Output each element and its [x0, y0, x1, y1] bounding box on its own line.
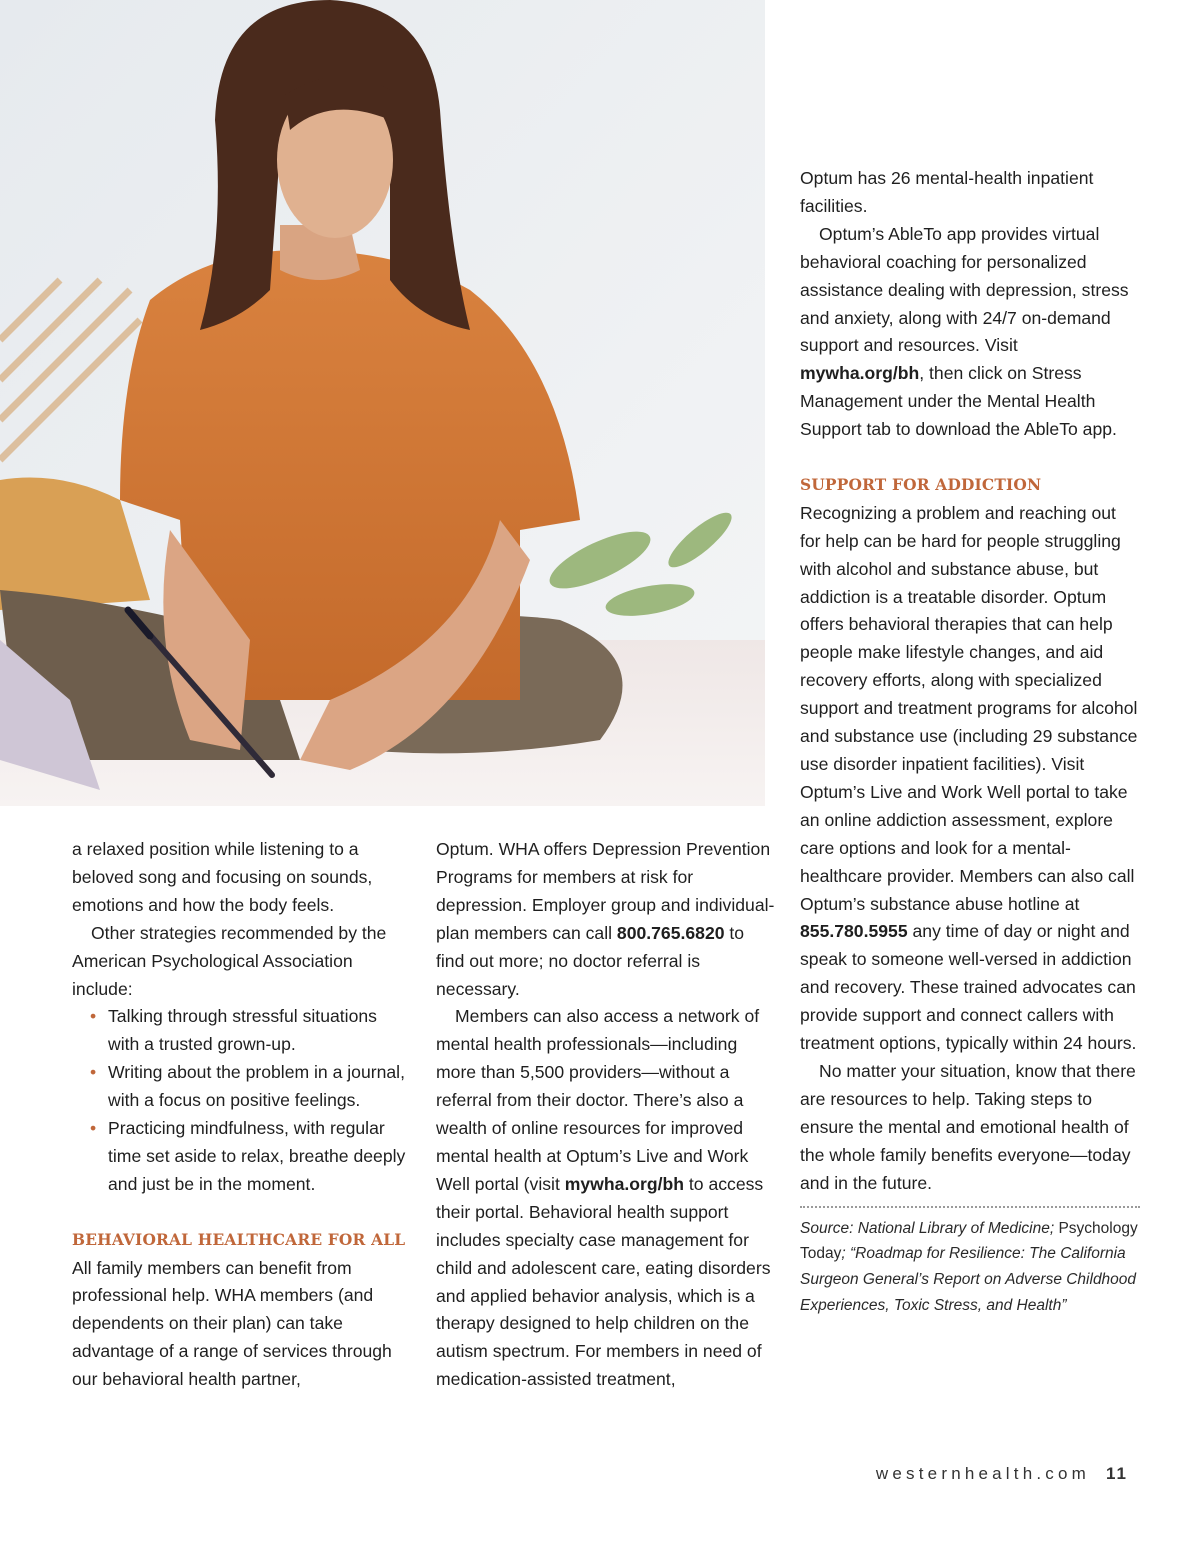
list-item: • Talking through stressful situations with a trusted grown-up. — [72, 1003, 412, 1059]
col3-paragraph-2: Optum’s AbleTo app provides virtual behavioral coaching for personalized assistance dealing with depression, stress and anxiety, along with 24/7 on-demand support and resources. Visit mywha.org/bh, then click on Stress Management under the Mental Health Support tab to download the AbleTo app. — [800, 223, 1129, 440]
strategies-list — [72, 1003, 412, 1198]
phone-number-depression: 800.765.6820 — [616, 922, 725, 943]
mywha-link[interactable]: mywha.org/bh — [800, 363, 920, 384]
column-3 — [800, 165, 1140, 1319]
woman-writing-in-journal-photo — [0, 0, 765, 806]
col3-paragraph-1: Optum has 26 mental-health inpatient facilities. — [800, 168, 1094, 216]
page-footer — [876, 1464, 1128, 1484]
column-2 — [436, 836, 776, 1394]
col2-paragraph-2: Members can also access a network of mental health professionals—including more than 5,500 providers—without a referral from their doctor. There’s also a wealth of online resources for improved mental health at Optum’s Live and Work Well portal (visit mywha.org/bh to access their portal. Behavioral health support includes specialty case management for child and adolescent care, eating disorders and applied behavior analysis, which is a therapy designed to help children on the autism spectrum. For members in need of medication-assisted treatment, — [436, 1006, 771, 1390]
page-number: 11 — [1106, 1464, 1128, 1483]
col1-paragraph-3: All family members can benefit from professional help. WHA members (and dependents on their plan) can take advantage of a range of services through our behavioral health partner, — [72, 1257, 392, 1390]
divider — [800, 1206, 1140, 1208]
col1-paragraph-2: Other strategies recommended by the American Psychological Association include: — [72, 922, 387, 999]
heading-support-for-addiction: SUPPORT FOR ADDICTION — [800, 475, 1042, 494]
column-1 — [72, 836, 412, 1394]
phone-number-hotline: 855.780.5955 — [800, 921, 908, 942]
bullet-icon: • — [90, 1062, 97, 1083]
col2-paragraph-1: Optum. WHA offers Depression Prevention Programs for members at risk for depression. Employer group and individual-plan members can call 800.765.6820 to find out more; no doctor referral is necessary. — [436, 839, 775, 999]
col3-paragraph-4: No matter your situation, know that there are resources to help. Taking steps to ensure the mental and emotional health of the whole family benefits everyone—today and in the future. — [800, 1060, 1136, 1193]
col1-paragraph-1: a relaxed position while listening to a beloved song and focusing on sounds, emotions and how the body feels. — [72, 839, 373, 915]
bullet-icon: • — [90, 1006, 97, 1027]
heading-behavioral-healthcare: BEHAVIORAL HEALTHCARE FOR ALL — [72, 1230, 406, 1249]
list-item: • Writing about the problem in a journal, with a focus on positive feelings. — [72, 1059, 412, 1115]
list-item: • Practicing mindfulness, with regular time set aside to relax, breathe deeply and just be in the moment. — [72, 1115, 412, 1199]
col3-paragraph-3: Recognizing a problem and reaching out for help can be hard for people struggling with alcohol and substance abuse, but addiction is a treatable disorder. Optum offers behavioral therapies that can help people make lifestyle changes, and aid recovery efforts, along with specialized support and treatment programs for alcohol and substance use (including 29 substance use disorder inpatient facilities). Visit Optum’s Live and Work Well portal to take an online addiction assessment, explore care options and look for a mental-healthcare provider. Members can also call Optum’s substance abuse hotline at 855.780.5955 any time of day or night and speak to someone well-versed in addiction and recovery. These trained advocates can provide support and connect callers with treatment options, typically within 24 hours. — [800, 502, 1138, 1054]
bullet-icon: • — [90, 1118, 97, 1139]
mywha-link[interactable]: mywha.org/bh — [564, 1173, 684, 1194]
source-note: Source: National Library of Medicine; Psychology Today; “Roadmap for Resilience: The California Surgeon General’s Report on Adverse Childhood Experiences, Toxic Stress, and Health” — [800, 1219, 1138, 1314]
footer-website: westernhealth.com — [875, 1464, 1091, 1483]
